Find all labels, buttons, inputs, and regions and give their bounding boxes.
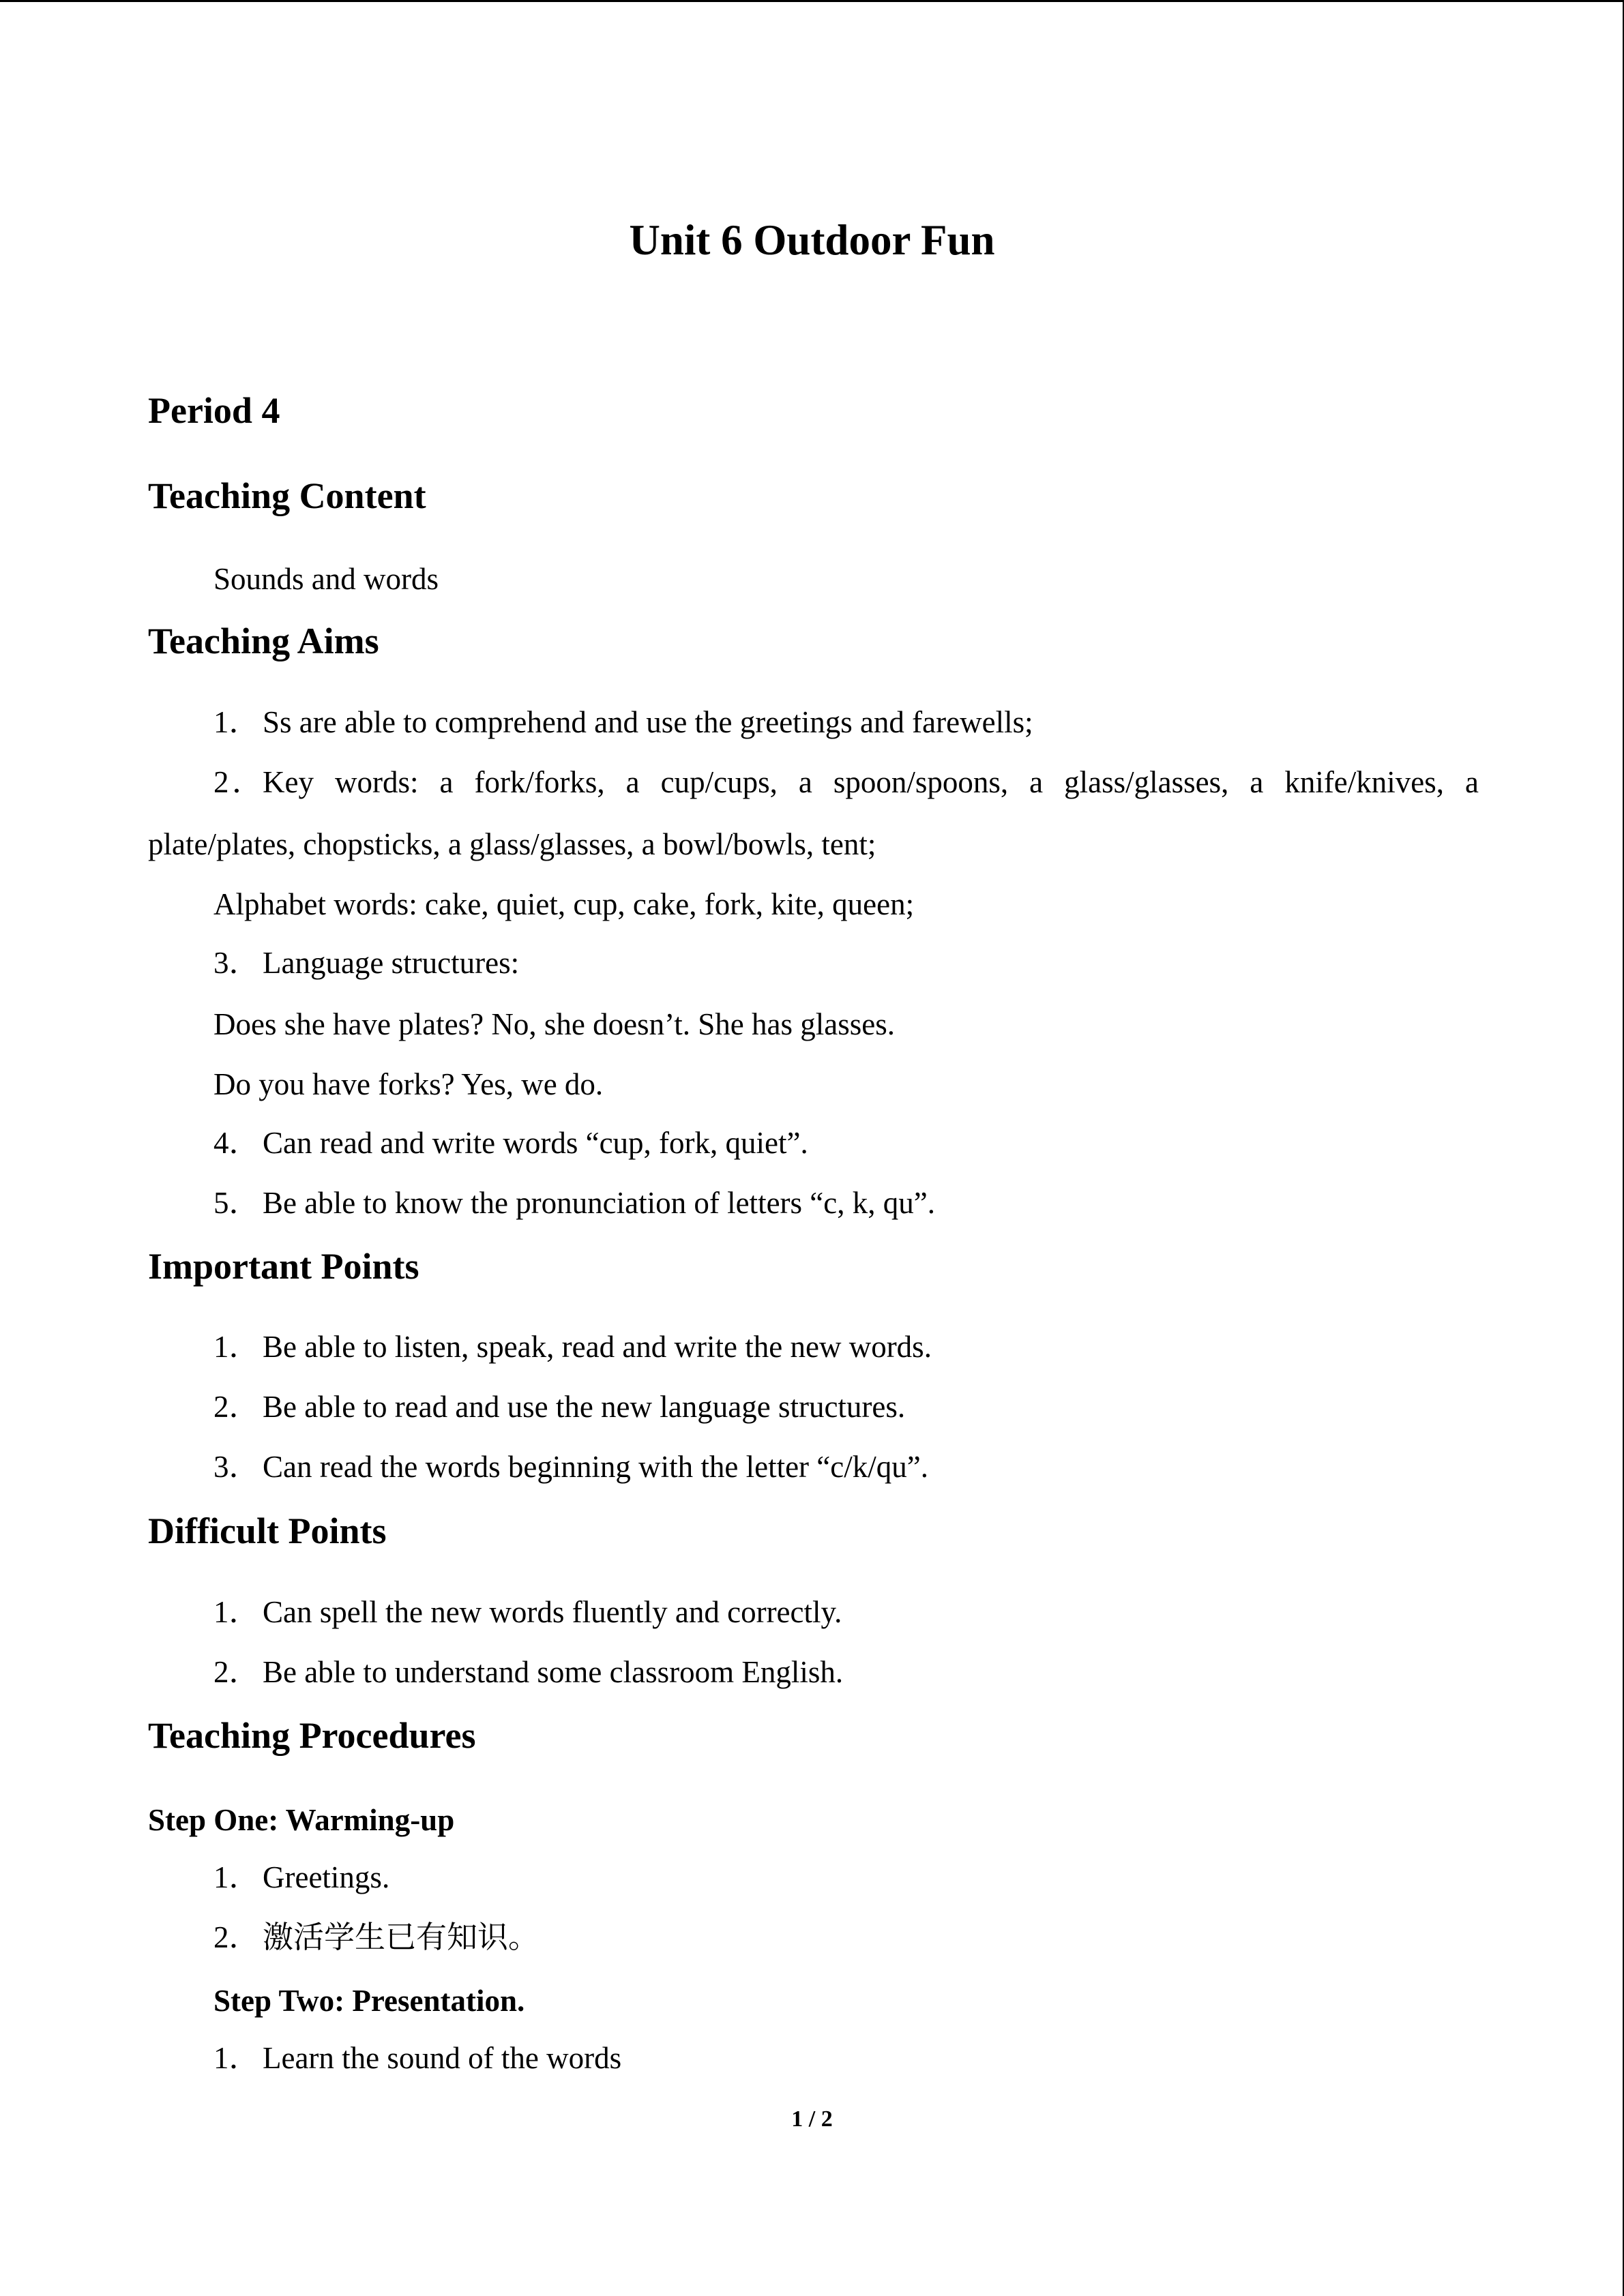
- teaching-content-text: Sounds and words: [213, 562, 439, 596]
- step-item-text: 激活学生已有知识。: [263, 1919, 540, 1955]
- teaching-content-heading: Teaching Content: [148, 475, 426, 516]
- point-text: Be able to listen, speak, read and write the new words.: [263, 1330, 932, 1364]
- aim-text: Language structures:: [263, 946, 520, 980]
- step-item-number: 2．: [213, 1920, 260, 1954]
- point-number: 1．: [213, 1595, 260, 1629]
- aim-number: 4．: [213, 1126, 260, 1160]
- aim-text: Key words: a fork/forks, a cup/cups, a spoon/spoons, a glass/glasses, a knife/knives, a: [263, 765, 1479, 799]
- page-top-border: [0, 0, 1624, 2]
- point-text: Be able to read and use the new language structures.: [263, 1390, 906, 1424]
- language-structure-1: Does she have plates? No, she doesn’t. She has glasses.: [213, 1007, 895, 1041]
- step-two-item-1: [213, 2038, 621, 2078]
- step-item-text: Learn the sound of the words: [263, 2041, 622, 2075]
- step-item-number: 1．: [213, 2041, 260, 2075]
- difficult-point-2: [213, 1652, 843, 1693]
- point-text: Can spell the new words fluently and correctly.: [263, 1595, 842, 1629]
- difficult-points-heading: Difficult Points: [148, 1510, 387, 1551]
- difficult-point-1: [213, 1592, 842, 1632]
- point-number: 1．: [213, 1330, 260, 1364]
- important-points-heading: Important Points: [148, 1246, 419, 1287]
- point-text: Be able to understand some classroom English.: [263, 1655, 844, 1689]
- aim-item-2-line-2: plate/plates, chopsticks, a glass/glasses, a bowl/bowls, tent;: [148, 827, 876, 861]
- aim-number: 3．: [213, 946, 260, 980]
- language-structure-2: Do you have forks? Yes, we do.: [213, 1067, 604, 1101]
- step-one-item-1: [213, 1857, 389, 1898]
- point-number: 2．: [213, 1390, 260, 1424]
- step-one-item-2: [213, 1917, 539, 1958]
- aim-item-2-line-1: [213, 762, 1479, 803]
- aim-text: Ss are able to comprehend and use the greetings and farewells;: [263, 705, 1033, 739]
- step-two-heading: Step Two: Presentation.: [213, 1984, 525, 2018]
- aim-text: Can read and write words “cup, fork, quiet”.: [263, 1126, 808, 1160]
- important-point-3: [213, 1446, 928, 1487]
- aim-item-1: [213, 702, 1033, 743]
- period-heading: Period 4: [148, 390, 280, 431]
- teaching-procedures-heading: Teaching Procedures: [148, 1715, 476, 1756]
- aim-item-3: [213, 942, 519, 983]
- step-item-text: Greetings.: [263, 1860, 390, 1894]
- teaching-aims-heading: Teaching Aims: [148, 621, 379, 661]
- important-point-1: [213, 1326, 932, 1367]
- document-title: Unit 6 Outdoor Fun: [629, 216, 995, 264]
- point-number: 2．: [213, 1655, 260, 1689]
- important-point-2: [213, 1386, 905, 1427]
- page-number: 1 / 2: [791, 2106, 833, 2132]
- aim-item-4: [213, 1122, 808, 1163]
- aim-number: 1．: [213, 705, 260, 739]
- point-text: Can read the words beginning with the letter “c/k/qu”.: [263, 1450, 928, 1484]
- aim-text: Be able to know the pronunciation of letters “c, k, qu”.: [263, 1186, 935, 1220]
- step-one-heading: Step One: Warming-up: [148, 1803, 455, 1837]
- aim-number: 2．: [213, 765, 263, 799]
- step-item-number: 1．: [213, 1860, 260, 1894]
- aim-item-5: [213, 1182, 935, 1223]
- aim-number: 5．: [213, 1186, 260, 1220]
- alphabet-words: Alphabet words: cake, quiet, cup, cake, fork, kite, queen;: [213, 887, 915, 921]
- point-number: 3．: [213, 1450, 260, 1484]
